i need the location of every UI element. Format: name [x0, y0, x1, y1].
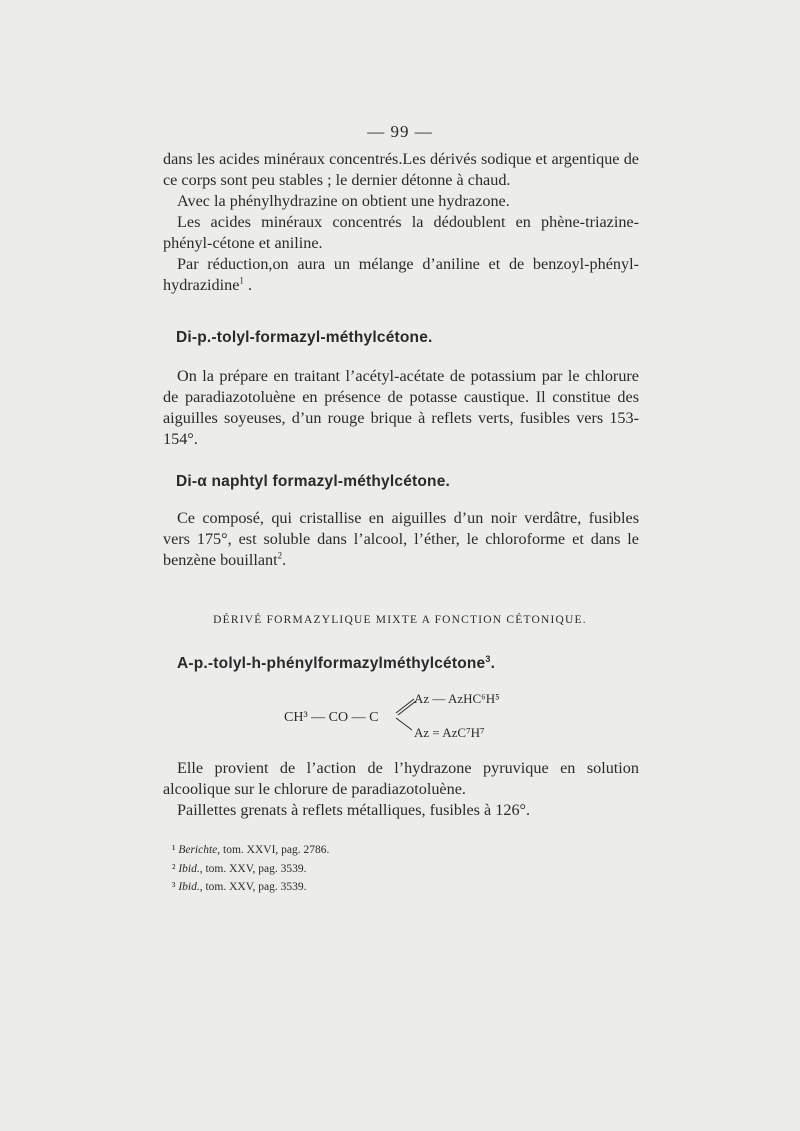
footnote-3-mark: ³	[172, 881, 176, 893]
footnote-1-source: Berichte	[178, 844, 218, 856]
section-title: DÉRIVÉ FORMAZYLIQUE MIXTE A FONCTION CÉTONIQUE.	[213, 614, 587, 626]
paragraph-4-end: .	[243, 276, 253, 294]
footnote-ref-1: 1	[239, 275, 244, 286]
footnote-3	[172, 880, 307, 894]
footnote-2-ref: , tom. XXV, pag. 3539.	[199, 863, 307, 875]
formula-left: CH³ — CO — C	[284, 710, 379, 725]
paragraph-7: Elle provient de l’action de l’hydrazone pyruvique en solution alcoolique sur le chlorure de paradiazotoluène.	[163, 759, 639, 798]
paragraph-6-text: Ce composé, qui cristallise en aiguilles d’un noir verdâtre, fusibles vers 175°, est soluble dans l’alcool, l’éther, le chloroforme et dans le benzène bouillant	[163, 509, 639, 569]
footnote-3-source: Ibid.	[178, 881, 200, 893]
footnote-1-ref: , tom. XXVI, pag. 2786.	[217, 844, 330, 856]
footnote-1-mark: ¹	[172, 844, 176, 856]
paragraph-1: dans les acides minéraux concentrés.Les dérivés sodique et argentique de ce corps sont peu stables ; le dernier détonne à chaud.	[163, 150, 639, 189]
footnote-ref-2: 2	[277, 550, 283, 561]
footnote-2-source: Ibid.	[178, 863, 200, 875]
heading-di-p-tolyl: Di-p.-tolyl-formazyl-méthylcétone.	[176, 329, 433, 346]
paragraph-6-end: .	[282, 551, 287, 569]
paragraph-2: Avec la phénylhydrazine on obtient une hydrazone.	[177, 192, 510, 210]
footnote-2-mark: ²	[172, 863, 176, 875]
formula-bond-upper-1	[396, 699, 414, 713]
footnote-1	[172, 843, 329, 857]
paragraph-8: Paillettes grenats à reflets métalliques, fusibles à 126°.	[177, 801, 531, 819]
paragraph-3: Les acides minéraux concentrés la dédoublent en phène-triazine-phényl-cétone et aniline.	[163, 213, 639, 252]
formula-upper: Az — AzHC⁶H⁵	[414, 691, 500, 706]
heading-di-alpha-naphtyl: Di-α naphtyl formazyl-méthylcétone.	[176, 473, 451, 490]
page-number: — 99 —	[367, 122, 433, 141]
bottom-text-block	[163, 758, 639, 821]
heading-3-text: A-p.-tolyl-h-phénylformazylméthylcétone	[177, 655, 486, 672]
footnote-3-ref: , tom. XXV, pag. 3539.	[199, 881, 307, 893]
formula-lower: Az = AzC⁷H⁷	[414, 725, 485, 740]
footnote-ref-3: 3	[485, 653, 491, 664]
heading-3-end: .	[490, 655, 496, 672]
footnote-2	[172, 862, 307, 876]
formula-bond-lower	[396, 718, 412, 730]
paragraph-5: On la prépare en traitant l’acétyl-acétate de potassium par le chlorure de paradiazotoluène en présence de potasse caustique. Il constitue des aiguilles soyeuses, d’un rouge brique à reflets verts, fusibles vers 153-154°.	[163, 367, 639, 448]
paragraph-4-text: Par réduction,on aura un mélange d’aniline et de benzoyl-phényl-hydrazidine	[163, 255, 639, 294]
